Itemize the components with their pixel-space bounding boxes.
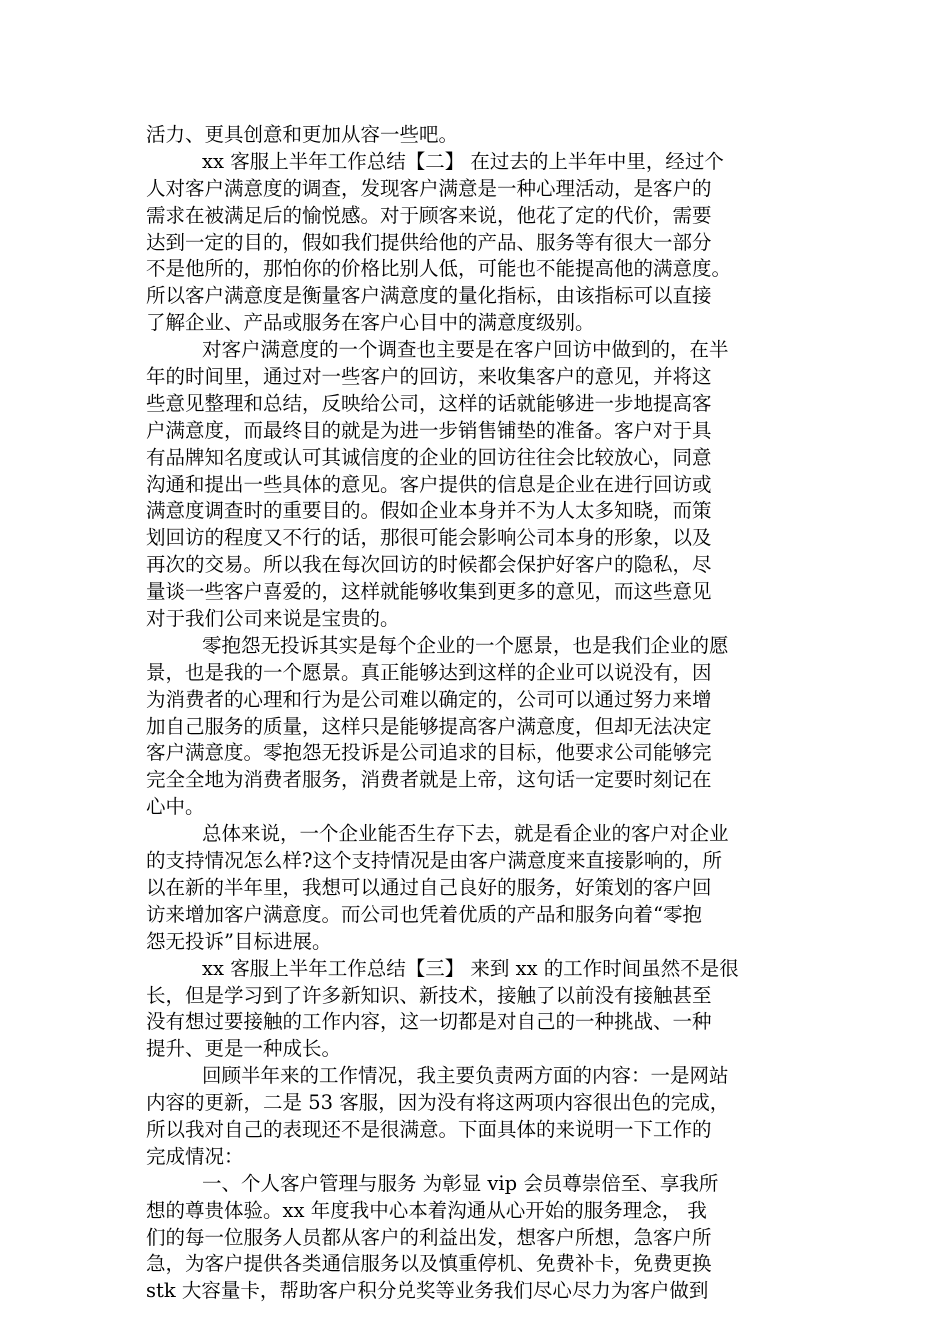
text-line: 一、个人客户管理与服务 为彰显 vip 会员尊崇倍至、享我所 — [202, 1171, 719, 1195]
text-line: 零抱怨无投诉其实是每个企业的一个愿景，也是我们企业的愿 — [202, 633, 729, 657]
text-line: 的支持情况怎么样?这个支持情况是由客户满意度来直接影响的，所 — [146, 849, 722, 873]
text-line: 年的时间里，通过对一些客户的回访，来收集客户的意见，并将这 — [146, 365, 712, 389]
text-line: 户满意度，而最终目的就是为进一步销售铺垫的准备。客户对于具 — [146, 418, 712, 442]
text-line: 客户满意度。零抱怨无投诉是公司追求的目标，他要求公司能够完 — [146, 741, 712, 765]
text-line: 需求在被满足后的愉悦感。对于顾客来说，他花了定的代价，需要 — [146, 203, 712, 227]
text-line: 再次的交易。所以我在每次回访的时候都会保护好客户的隐私，尽 — [146, 553, 712, 577]
text-line: 没有想过要接触的工作内容，这一切都是对自己的一种挑战、一种 — [146, 1010, 712, 1034]
text-line: 为消费者的心理和行为是公司难以确定的，公司可以通过努力来增 — [146, 687, 712, 711]
text-line: 以在新的半年里，我想可以通过自己良好的服务，好策划的客户回 — [146, 875, 712, 899]
text-line: 提升、更是一种成长。 — [146, 1037, 342, 1061]
text-line: 对客户满意度的一个调查也主要是在客户回访中做到的，在半 — [202, 338, 729, 362]
text-line: 所以我对自己的表现还不是很满意。下面具体的来说明一下工作的 — [146, 1117, 712, 1141]
text-line: 回顾半年来的工作情况，我主要负责两方面的内容：一是网站 — [202, 1064, 729, 1088]
text-line: 人对客户满意度的调查，发现客户满意是一种心理活动，是客户的 — [146, 176, 712, 200]
text-line: stk 大容量卡，帮助客户积分兑奖等业务我们尽心尽力为客户做到 — [146, 1279, 709, 1303]
text-line: 完全全地为消费者服务，消费者就是上帝，这句话一定要时刻记在 — [146, 768, 712, 792]
text-line: 达到一定的目的，假如我们提供给他的产品、服务等有很大一部分 — [146, 230, 712, 254]
text-line: 加自己服务的质量，这样只是能够提高客户满意度，但却无法决定 — [146, 714, 712, 738]
text-line: 了解企业、产品或服务在客户心目中的满意度级别。 — [146, 311, 595, 335]
text-line: 划回访的程度又不行的话，那很可能会影响公司本身的形象，以及 — [146, 526, 712, 550]
text-line: 不是他所的，那怕你的价格比别人低，可能也不能提高他的满意度。 — [146, 257, 732, 281]
text-line: xx 客服上半年工作总结【三】 来到 xx 的工作时间虽然不是很 — [202, 956, 739, 980]
text-line: 急，为客户提供各类通信服务以及慎重停机、免费补卡，免费更换 — [146, 1252, 712, 1276]
text-line: 内容的更新，二是 53 客服，因为没有将这两项内容很出色的完成， — [146, 1091, 730, 1115]
text-line: 怨无投诉”目标进展。 — [146, 929, 332, 953]
text-line: 长，但是学习到了许多新知识、新技术，接触了以前没有接触甚至 — [146, 983, 712, 1007]
text-line: 心中。 — [146, 795, 205, 819]
document-body-text — [146, 122, 816, 1305]
text-line: 所以客户满意度是衡量客户满意度的量化指标，由该指标可以直接 — [146, 284, 712, 308]
text-line: 们的每一位服务人员都从客户的利益出发，想客户所想，急客户所 — [146, 1225, 712, 1249]
text-line: 些意见整理和总结，反映给公司，这样的话就能够进一步地提高客 — [146, 391, 712, 415]
text-line: 满意度调查时的重要目的。假如企业本身并不为人太多知晓，而策 — [146, 499, 712, 523]
text-line: 有品牌知名度或认可其诚信度的企业的回访往往会比较放心，同意 — [146, 445, 712, 469]
text-line: 想的尊贵体验。xx 年度我中心本着沟通从心开始的服务理念， 我 — [146, 1198, 707, 1222]
text-line: 量谈一些客户喜爱的，这样就能够收集到更多的意见，而这些意见 — [146, 580, 712, 604]
text-line: 沟通和提出一些具体的意见。客户提供的信息是企业在进行回访或 — [146, 472, 712, 496]
text-line: 活力、更具创意和更加从容一些吧。 — [146, 123, 459, 146]
text-line: 总体来说，一个企业能否生存下去，就是看企业的客户对企业 — [202, 822, 729, 846]
text-line: 完成情况： — [146, 1144, 244, 1168]
text-line: 对于我们公司来说是宝贵的。 — [146, 607, 400, 631]
text-line: xx 客服上半年工作总结【二】 在过去的上半年中里，经过个 — [202, 149, 724, 173]
text-line: 访来增加客户满意度。而公司也凭着优质的产品和服务向着“零抱 — [146, 902, 702, 926]
text-line: 景，也是我的一个愿景。真正能够达到这样的企业可以说没有，因 — [146, 660, 712, 684]
